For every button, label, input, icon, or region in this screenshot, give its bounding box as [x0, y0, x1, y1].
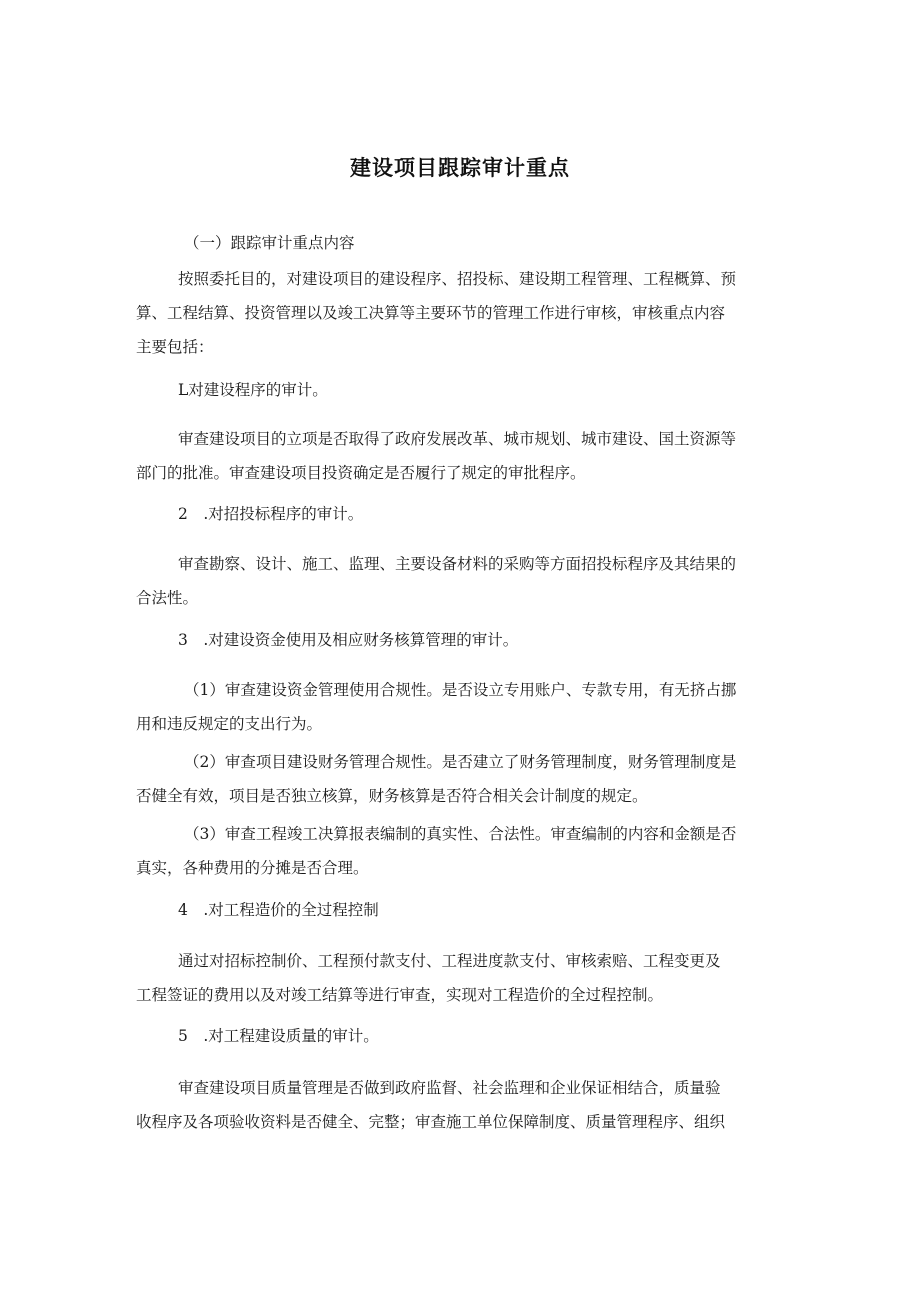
paragraph-line: （2）审查项目建设财务管理合规性。是否建立了财务管理制度，财务管理制度是 — [184, 753, 737, 771]
paragraph-line: 审查勘察、设计、施工、监理、主要设备材料的采购等方面招投标程序及其结果的 — [178, 555, 737, 573]
section-heading: （一）跟踪审计重点内容 — [184, 234, 355, 252]
paragraph-line: 主要包括： — [136, 338, 214, 356]
paragraph-line: 按照委托目的，对建设项目的建设程序、招投标、建设期工程管理、工程概算、预 — [178, 270, 737, 288]
paragraph-line: （1）审查建设资金管理使用合规性。是否设立专用账户、专款专用，有无挤占挪 — [184, 681, 737, 699]
paragraph-line: 工程签证的费用以及对竣工结算等进行审查，实现对工程造价的全过程控制。 — [136, 986, 664, 1004]
paragraph-line: 否健全有效，项目是否独立核算，财务核算是否符合相关会计制度的规定。 — [136, 787, 648, 805]
paragraph-line: 真实，各种费用的分摊是否合理。 — [136, 859, 369, 877]
paragraph-line: 部门的批准。审查建设项目投资确定是否履行了规定的审批程序。 — [136, 464, 586, 482]
paragraph-line: 合法性。 — [136, 589, 199, 607]
paragraph-line: 用和违反规定的支出行为。 — [136, 715, 323, 733]
item-heading: 4 .对工程造价的全过程控制 — [178, 901, 379, 919]
item-heading: 2 .对招投标程序的审计。 — [178, 505, 364, 523]
item-heading: 5 .对工程建设质量的审计。 — [178, 1027, 379, 1045]
paragraph-line: 收程序及各项验收资料是否健全、完整；审查施工单位保障制度、质量管理程序、组织 — [136, 1113, 726, 1131]
paragraph-line: 算、工程结算、投资管理以及竣工决算等主要环节的管理工作进行审核，审核重点内容 — [136, 304, 726, 322]
paragraph-line: 通过对招标控制价、工程预付款支付、工程进度款支付、审核索赔、工程变更及 — [178, 952, 721, 970]
paragraph-line: 审查建设项目质量管理是否做到政府监督、社会监理和企业保证相结合，质量验 — [178, 1079, 721, 1097]
paragraph-line: （3）审查工程竣工决算报表编制的真实性、合法性。审查编制的内容和金额是否 — [184, 825, 737, 843]
page-title: 建设项目跟踪审计重点 — [350, 156, 570, 180]
item-heading: L对建设程序的审计。 — [178, 381, 328, 399]
paragraph-line: 审查建设项目的立项是否取得了政府发展改革、城市规划、城市建设、国土资源等 — [178, 430, 737, 448]
item-heading: 3 .对建设资金使用及相应财务核算管理的审计。 — [178, 631, 519, 649]
